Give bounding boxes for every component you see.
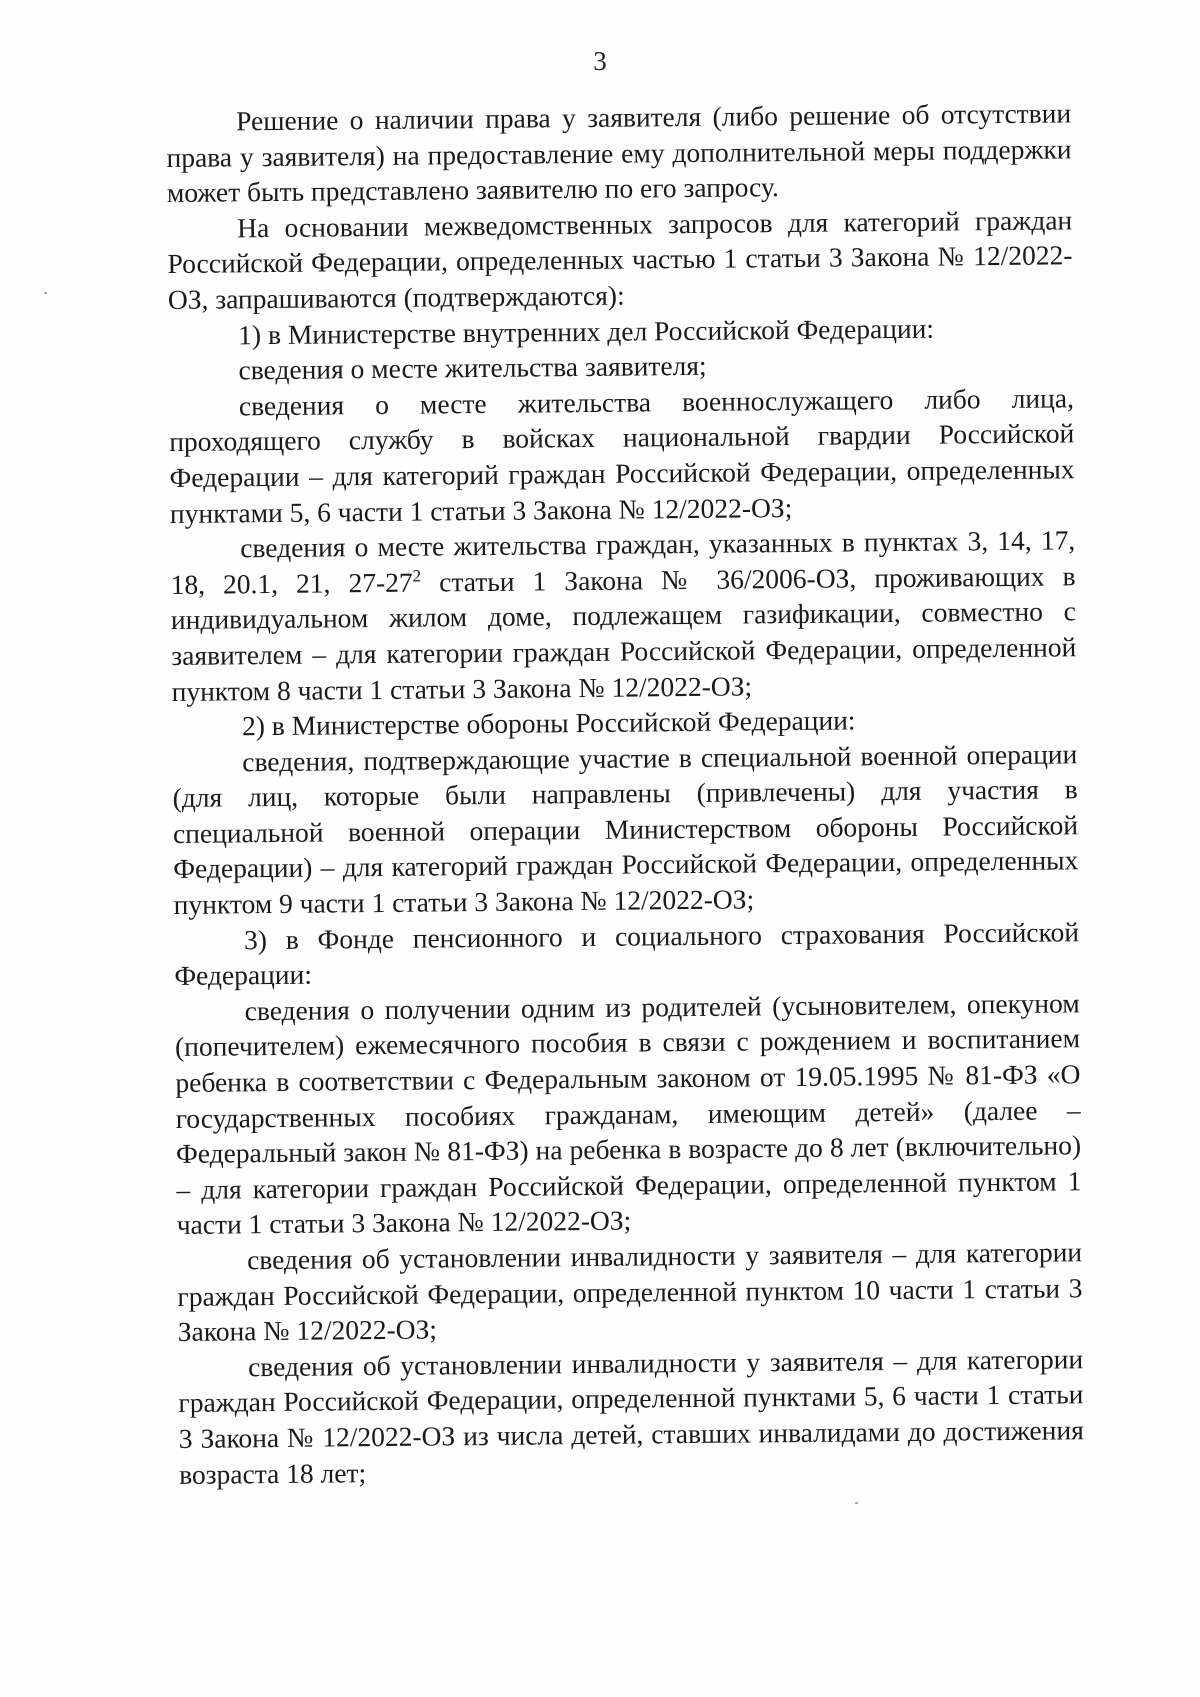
paragraph-residence-applicant: сведения о месте жительства заявителя; bbox=[238, 349, 707, 386]
list-item-defense-ministry: 2) в Министерстве обороны Российской Федерации: bbox=[241, 704, 856, 742]
body-text bbox=[166, 95, 1084, 1492]
paragraph-residence-gasification-part1: сведения о месте жительства граждан, указанных в пунктах 3, 14, 17, 18, 20.1, 21, 27-27 bbox=[170, 524, 1076, 600]
paragraph-decision: Решение о наличии права у заявителя (либо решение об отсутствии права у заявителя) на предоставление ему дополнительной меры поддержки может быть представлено заявителю по его запросу. bbox=[166, 97, 1072, 209]
paragraph-child-allowance: сведения о получении одним из родителей (усыновителем, опекуном (попечителем) ежемесячного пособия в связи с рождением и воспитанием ребенка в соответствии с Федеральным законом от 19.05.1995 № 81-ФЗ «О государственных пособиях гражданам, имеющим детей» (далее – Федеральный закон № 81-ФЗ) на ребенка в возрасте до 8 лет (включительно) – для категории граждан Российской Федерации, определенной пунктом 1 части 1 статьи 3 Закона № 12/2022-ОЗ; bbox=[174, 987, 1082, 1241]
list-item-pension-fund: 3) в Фонде пенсионного и социального страхования Российской Федерации: bbox=[174, 915, 1080, 992]
paragraph-special-operation: сведения, подтверждающие участие в специальной военной операции (для лиц, которые были направлены (привлечены) для участия в специальной военной операции Министерством обороны Российской Федерации) – для категорий граждан Российской Федерации, определенных пунктом 9 части 1 статьи 3 Закона № 12/2022-ОЗ; bbox=[172, 737, 1079, 921]
paragraph-interagency-requests: На основании межведомственных запросов для категорий граждан Российской Федерации, определенных частью 1 статьи 3 Закона № 12/2022-ОЗ, запрашиваются (подтверждаются): bbox=[167, 204, 1073, 315]
paragraph-residence-gasification bbox=[170, 522, 1077, 709]
paragraph-disability-10: сведения об установлении инвалидности у заявителя – для категории граждан Российской Федерации, определенной пунктом 10 части 1 статьи 3 Закона № 12/2022-ОЗ; bbox=[177, 1236, 1083, 1348]
paragraph-residence-gasification-part2: статьи 1 Закона № 36/2006-ОЗ, проживающих в индивидуальном жилом доме, подлежащем газификации, совместно с заявителем – для категории граждан Российской Федерации, определенной пунктом 8 части 1 статьи 3 Закона № 12/2022-ОЗ; bbox=[170, 560, 1077, 707]
list-item-mvd: 1) в Министерстве внутренних дел Российской Федерации: bbox=[238, 312, 935, 350]
page-number: 3 bbox=[593, 46, 607, 76]
paragraph-disability-children: сведения об установлении инвалидности у заявителя – для категории граждан Российской Федерации, определенной пунктами 5, 6 части 1 статьи 3 Закона № 12/2022-ОЗ из числа детей, ставших инвалидами до достижения возраста 18 лет; bbox=[178, 1343, 1084, 1490]
paragraph-residence-servicemember: сведения о месте жительства военнослужащего либо лица, проходящего службу в войсках национальной гвардии Российской Федерации – для категорий граждан Российской Федерации, определенных пунктами 5, 6 части 1 статьи 3 Закона № 12/2022-ОЗ; bbox=[169, 382, 1075, 529]
superscript: 2 bbox=[412, 566, 422, 586]
scan-speck bbox=[44, 292, 47, 294]
scan-speck bbox=[855, 1502, 858, 1504]
